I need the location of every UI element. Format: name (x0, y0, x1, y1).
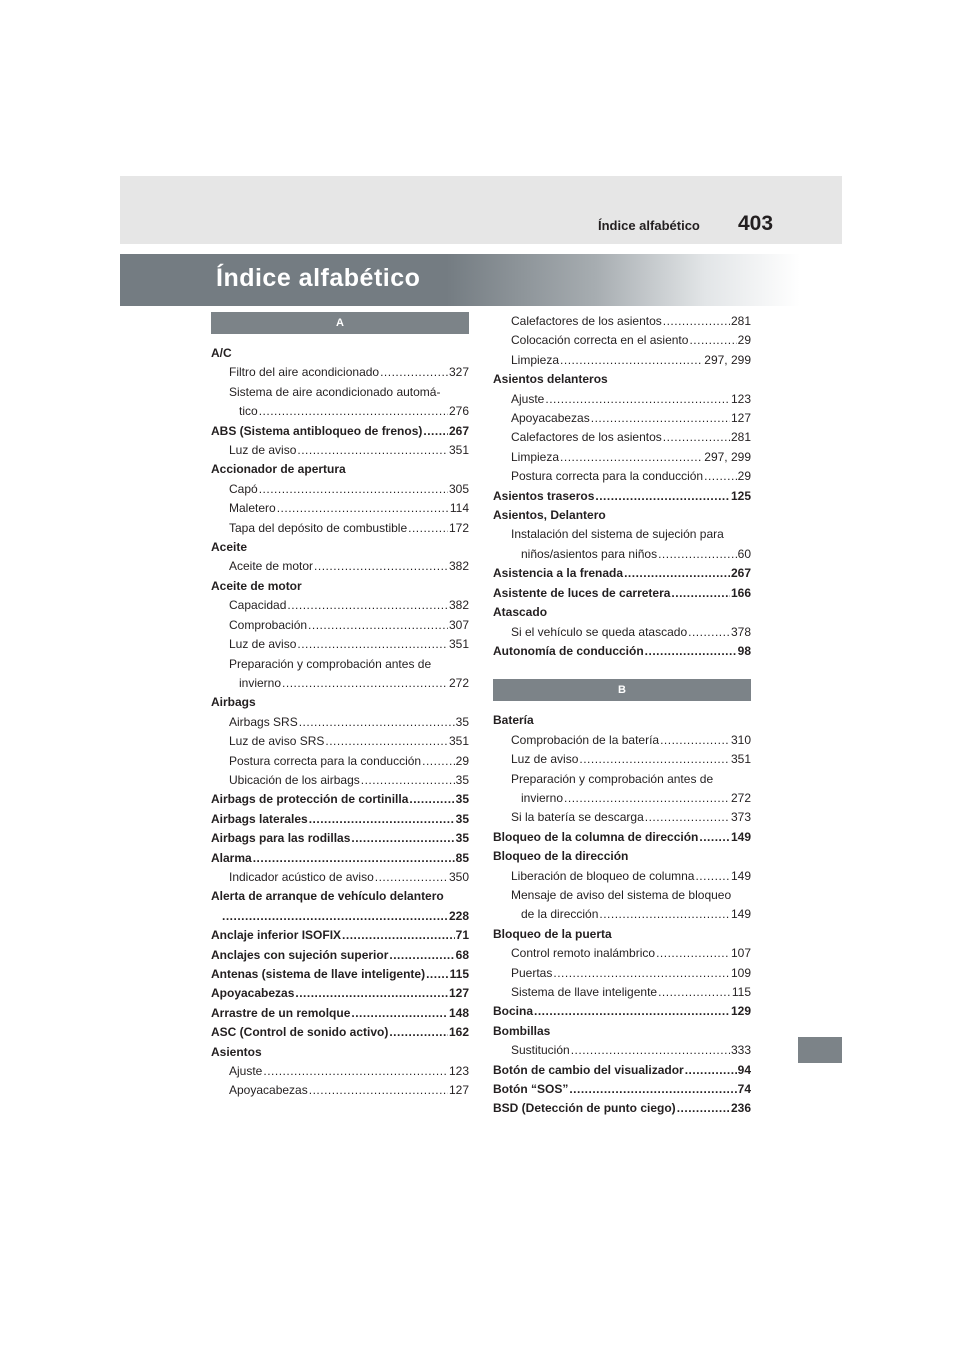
dot-leader (389, 1023, 448, 1042)
index-page-ref: 115 (449, 967, 469, 981)
index-entry-text: invierno (521, 790, 564, 805)
index-entry (493, 828, 751, 847)
index-entry-text: Mensaje de aviso del sistema de bloqueo (511, 887, 732, 902)
index-subentry (493, 545, 751, 564)
dot-leader (282, 674, 448, 693)
index-entry-text: Ajuste (229, 1064, 263, 1079)
index-entry (211, 907, 469, 926)
dot-leader (308, 616, 448, 635)
index-page-ref: 148 (448, 1005, 469, 1020)
index-subentry (493, 750, 751, 769)
dot-leader (295, 984, 448, 1003)
dot-leader (663, 428, 730, 447)
dot-leader (287, 596, 448, 615)
index-page-ref: 281 (730, 314, 751, 328)
index-entry (493, 370, 751, 389)
index-entry-text: Ajuste (511, 391, 545, 406)
index-page-ref: 172 (448, 520, 469, 535)
index-entry (211, 946, 469, 965)
index-page-ref: 114 (449, 501, 469, 516)
index-entry-text: Airbags de protección de cortinilla (211, 792, 409, 807)
dot-leader (663, 312, 730, 331)
index-subentry (211, 713, 469, 732)
index-entry-text: Limpieza (511, 449, 560, 464)
index-entry-text: niños/asientos para niños (521, 546, 658, 561)
dot-leader (624, 564, 730, 583)
index-entry (493, 711, 751, 730)
index-entry-text: Postura correcta para la conducción (229, 753, 422, 768)
index-page-ref: 127 (448, 1083, 469, 1098)
index-page-ref: 166 (730, 585, 751, 600)
index-entry-text: Filtro del aire acondicionado (229, 365, 380, 380)
index-entry-text: Apoyacabezas (229, 1083, 308, 1098)
index-entry (211, 344, 469, 363)
index-entry-text: Asientos delanteros (493, 372, 608, 387)
index-subentry (493, 525, 751, 544)
index-entry-text: Botón “SOS” (493, 1082, 569, 1097)
index-page-ref: 162 (448, 1025, 469, 1040)
index-entry (211, 849, 469, 868)
dot-leader (560, 448, 703, 467)
index-entry (211, 1023, 469, 1042)
index-page-ref: 276 (448, 404, 469, 419)
index-entry (211, 790, 469, 809)
dot-leader (297, 441, 448, 460)
index-page-ref: 281 (730, 430, 751, 445)
index-entry-text: Antenas (sistema de llave inteligente) (211, 967, 426, 981)
dot-leader (263, 1062, 448, 1081)
index-subentry (211, 557, 469, 576)
index-subentry (493, 351, 751, 370)
dot-leader (375, 868, 448, 887)
index-subentry (493, 331, 751, 350)
index-subentry (493, 623, 751, 642)
index-entry (493, 603, 751, 622)
index-subentry (493, 1041, 751, 1060)
index-entry-text: Apoyacabezas (511, 411, 590, 426)
index-entry-text: Control remoto inalámbrico (511, 946, 656, 961)
index-entry-text: Botón de cambio del visualizador (493, 1062, 684, 1077)
index-entry-text: Atascado (493, 605, 548, 620)
dot-leader (685, 1061, 737, 1080)
dot-leader (671, 584, 730, 603)
index-subentry (493, 983, 751, 1002)
dot-leader (695, 867, 730, 886)
index-subentry (211, 1062, 469, 1081)
index-entry-text: Limpieza (511, 352, 560, 367)
index-subentry (493, 808, 751, 827)
dot-leader (599, 905, 730, 924)
header-band (120, 176, 842, 244)
dot-leader (645, 808, 730, 827)
index-page-ref: 378 (730, 624, 751, 639)
index-subentry (211, 499, 469, 518)
index-entry (211, 926, 469, 945)
index-page-ref: 297, 299 (704, 352, 751, 367)
index-entry (493, 1061, 751, 1080)
index-entry-text: Indicador acústico de aviso (229, 869, 374, 884)
index-page-ref: 35 (455, 811, 469, 826)
index-page-ref: 85 (455, 850, 469, 865)
dot-leader (545, 390, 730, 409)
index-subentry (211, 596, 469, 615)
index-page-ref: 267 (448, 423, 469, 438)
dot-leader (595, 487, 730, 506)
index-page-ref: 35 (455, 772, 469, 787)
index-entry (493, 847, 751, 866)
dot-leader (564, 789, 730, 808)
index-subentry (211, 1081, 469, 1100)
index-page-ref: 236 (730, 1101, 751, 1116)
index-subentry (211, 402, 469, 421)
index-entry-text: BSD (Detección de punto ciego) (493, 1101, 676, 1116)
dot-leader (351, 829, 454, 848)
index-page-ref: 29 (737, 333, 751, 348)
index-entry (493, 1022, 751, 1041)
index-entry-text: Asistencia a la frenada (493, 566, 624, 581)
index-page-ref: 29 (737, 469, 751, 484)
dot-leader (253, 849, 455, 868)
index-page-ref: 382 (448, 598, 469, 613)
page-number: 403 (738, 212, 774, 235)
index-page-ref: 35 (455, 792, 469, 807)
dot-leader (658, 983, 731, 1002)
dot-leader (534, 1002, 730, 1021)
index-entry (493, 1080, 751, 1099)
index-subentry (211, 674, 469, 693)
index-column-right (493, 312, 751, 1119)
index-entry-text: Luz de aviso (229, 637, 297, 652)
index-entry-text: Airbags SRS (229, 714, 298, 729)
index-subentry (493, 390, 751, 409)
dot-leader (560, 351, 703, 370)
index-subentry (211, 635, 469, 654)
index-entry (211, 984, 469, 1003)
index-subentry (211, 441, 469, 460)
index-entry (211, 693, 469, 712)
dot-leader (309, 810, 455, 829)
index-letter-heading: B (493, 679, 751, 701)
index-entry (211, 810, 469, 829)
index-entry-text: Bloqueo de la columna de dirección (493, 829, 699, 844)
index-page-ref: 297, 299 (704, 449, 751, 464)
index-entry-text: Calefactores de los asientos (511, 314, 662, 328)
index-subentry (493, 867, 751, 886)
index-page-ref: 71 (455, 928, 469, 943)
dot-leader (389, 946, 454, 965)
index-entry-text: Ubicación de los airbags (229, 772, 360, 787)
index-entry-text: Bombillas (493, 1023, 551, 1038)
index-page-ref: 123 (730, 391, 751, 406)
index-page-ref: 267 (730, 566, 751, 581)
index-subentry (211, 868, 469, 887)
index-entry (211, 422, 469, 441)
index-entry-text: Airbags para las rodillas (211, 831, 351, 846)
dot-leader (351, 1004, 448, 1023)
index-entry (493, 487, 751, 506)
index-page-ref: 107 (730, 946, 751, 961)
index-entry-text: Arrastre de un remolque (211, 1005, 351, 1020)
dot-leader (704, 467, 737, 486)
index-page-ref: 29 (455, 753, 469, 768)
index-entry (211, 1043, 469, 1062)
index-page-ref: 125 (730, 488, 751, 503)
index-entry-text: Preparación y comprobación antes de (229, 656, 432, 671)
index-entry-text: Alarma (211, 850, 252, 865)
index-entry (211, 1004, 469, 1023)
index-entry-text: ASC (Control de sonido activo) (211, 1025, 389, 1040)
index-entry (211, 965, 469, 984)
index-entry-text: Anclaje inferior ISOFIX (211, 928, 342, 943)
index-entry (211, 829, 469, 848)
index-page-ref: 149 (730, 829, 751, 844)
index-entry-text: Asientos traseros (493, 488, 595, 503)
index-entry (493, 584, 751, 603)
index-entry-text: Luz de aviso SRS (229, 734, 325, 749)
index-subentry (493, 905, 751, 924)
index-entry-text: Airbags (211, 695, 256, 710)
index-page-ref: 109 (730, 965, 751, 980)
dot-leader (553, 964, 730, 983)
index-entry (493, 564, 751, 583)
index-entry-text: Preparación y comprobación antes de (511, 771, 714, 786)
index-entry-text: Maletero (229, 501, 276, 516)
index-entry-text: A/C (211, 346, 232, 360)
dot-leader (222, 907, 448, 926)
dot-leader (342, 926, 455, 945)
index-subentry (493, 886, 751, 905)
index-page-ref: 35 (455, 714, 469, 729)
dot-leader (658, 545, 737, 564)
dot-leader (361, 771, 455, 790)
index-page-ref: 149 (730, 868, 751, 883)
index-entry-text: Bloqueo de la dirección (493, 849, 629, 864)
index-letter-heading: A (211, 312, 469, 334)
index-entry-text: Sistema de aire acondicionado automá- (229, 384, 441, 399)
index-subentry (211, 383, 469, 402)
index-page-ref: 351 (448, 734, 469, 749)
index-page-ref: 98 (737, 643, 751, 658)
index-page-ref: 149 (730, 907, 751, 922)
index-entry-text: Aceite (211, 540, 248, 555)
index-subentry (493, 409, 751, 428)
index-entry-text: Luz de aviso (229, 443, 297, 458)
index-subentry (211, 519, 469, 538)
index-page-ref: 68 (455, 947, 469, 962)
index-page-ref: 307 (448, 617, 469, 632)
index-subentry (493, 731, 751, 750)
index-entry-text: invierno (239, 675, 282, 690)
dot-leader (422, 752, 455, 771)
index-entry-text: Si la batería se descarga (511, 810, 644, 825)
index-entry-text: Si el vehículo se queda atascado (511, 624, 688, 639)
index-entry-text: Tapa del depósito de combustible (229, 520, 408, 535)
index-entry-text: ABS (Sistema antibloqueo de frenos) (211, 423, 423, 438)
index-entry-text: Airbags laterales (211, 811, 308, 826)
index-entry-text: Liberación de bloqueo de columna (511, 868, 695, 883)
index-entry-text: Sustitución (511, 1043, 570, 1058)
dot-leader (645, 642, 737, 661)
index-entry-text: Capó (229, 481, 258, 496)
index-entry-text: Luz de aviso (511, 752, 579, 767)
index-entry-text: Bocina (493, 1004, 534, 1019)
index-entry (493, 1099, 751, 1118)
index-entry-text: Postura correcta para la conducción (511, 469, 704, 484)
index-page-ref: 351 (730, 752, 751, 767)
index-entry-text: Anclajes con sujeción superior (211, 947, 389, 962)
dot-leader (689, 331, 736, 350)
index-subentry (493, 770, 751, 789)
index-page-ref: 127 (448, 986, 469, 1001)
index-subentry (211, 363, 469, 382)
index-entry-text: Puertas (511, 965, 553, 980)
index-entry (493, 925, 751, 944)
index-subentry (493, 312, 751, 331)
index-entry-text: Asientos (211, 1044, 262, 1059)
dot-leader (579, 750, 730, 769)
dot-leader (297, 635, 448, 654)
dot-leader (259, 480, 448, 499)
index-subentry (211, 752, 469, 771)
index-subentry (493, 964, 751, 983)
dot-leader (688, 623, 730, 642)
dot-leader (380, 363, 448, 382)
dot-leader (277, 499, 449, 518)
index-page-ref: 351 (448, 443, 469, 458)
index-subentry (211, 655, 469, 674)
index-page-ref: 350 (448, 869, 469, 884)
index-entry-text: Capacidad (229, 598, 287, 613)
index-entry (493, 1002, 751, 1021)
section-thumb-tab (798, 1037, 842, 1063)
index-page-ref: 272 (448, 675, 469, 690)
index-entry-text: Asientos, Delantero (493, 508, 606, 523)
index-entry-text: Instalación del sistema de sujeción para (511, 527, 724, 542)
index-entry-text: de la dirección (521, 907, 599, 922)
dot-leader (325, 732, 448, 751)
index-page-ref: 74 (737, 1082, 751, 1097)
section-gap (493, 661, 751, 679)
dot-leader (660, 731, 730, 750)
dot-leader (299, 713, 455, 732)
index-page-ref: 60 (737, 546, 751, 561)
index-entry-text: Apoyacabezas (211, 986, 295, 1001)
index-entry-text: Accionador de apertura (211, 462, 346, 477)
dot-leader (571, 1041, 730, 1060)
dot-leader (309, 1081, 448, 1100)
index-page-ref: 35 (455, 831, 469, 846)
index-subentry (211, 732, 469, 751)
index-page-ref: 333 (730, 1043, 751, 1058)
dot-leader (314, 557, 448, 576)
index-subentry (493, 944, 751, 963)
index-page-ref: 373 (730, 810, 751, 825)
index-entry-text: Comprobación (229, 617, 308, 632)
index-entry-text: Bloqueo de la puerta (493, 926, 612, 941)
index-entry-text: Calefactores de los asientos (511, 430, 662, 445)
index-entry-text: Alerta de arranque de vehículo delantero (211, 889, 444, 904)
index-page-ref: 310 (730, 732, 751, 747)
index-page-ref: 305 (448, 481, 469, 496)
index-page-ref: 115 (731, 985, 751, 999)
index-entry (211, 887, 469, 906)
title-band (120, 254, 800, 306)
index-entry-text: Colocación correcta en el asiento (511, 333, 689, 348)
index-page-ref: 127 (730, 411, 751, 426)
dot-leader (423, 422, 448, 441)
index-subentry (493, 789, 751, 808)
index-page-ref: 382 (448, 559, 469, 574)
index-subentry (493, 448, 751, 467)
index-entry (211, 538, 469, 557)
index-entry-text: Aceite de motor (211, 578, 302, 593)
index-entry (493, 642, 751, 661)
index-entry-text: tico (239, 404, 258, 419)
index-entry (493, 506, 751, 525)
index-page-ref: 123 (448, 1064, 469, 1079)
index-column-left (211, 312, 469, 1101)
dot-leader (409, 790, 454, 809)
dot-leader (677, 1099, 730, 1118)
dot-leader (569, 1080, 736, 1099)
index-page-ref: 272 (730, 790, 751, 805)
dot-leader (259, 402, 448, 421)
index-entry-text: Autonomía de conducción (493, 643, 644, 658)
index-page-ref: 351 (448, 637, 469, 652)
index-subentry (211, 771, 469, 790)
index-entry-text: Aceite de motor (229, 559, 314, 574)
index-entry-text: Asistente de luces de carretera (493, 585, 671, 600)
header-section-title: Índice alfabético (598, 218, 700, 233)
index-entry (211, 460, 469, 479)
index-entry (211, 577, 469, 596)
index-page-ref: 228 (448, 908, 469, 923)
page-title: Índice alfabético (216, 264, 421, 292)
index-page-ref: 129 (730, 1004, 751, 1019)
dot-leader (699, 828, 730, 847)
index-subentry (211, 480, 469, 499)
dot-leader (426, 965, 449, 984)
index-entry-text: Batería (493, 713, 534, 728)
dot-leader (408, 519, 448, 538)
index-page-ref: 327 (448, 365, 469, 380)
index-subentry (493, 428, 751, 447)
index-entry-text: Comprobación de la batería (511, 732, 660, 747)
dot-leader (656, 944, 730, 963)
index-page-ref: 94 (737, 1062, 751, 1077)
index-entry-text: Sistema de llave inteligente (511, 985, 658, 999)
dot-leader (591, 409, 730, 428)
index-subentry (211, 616, 469, 635)
index-subentry (493, 467, 751, 486)
